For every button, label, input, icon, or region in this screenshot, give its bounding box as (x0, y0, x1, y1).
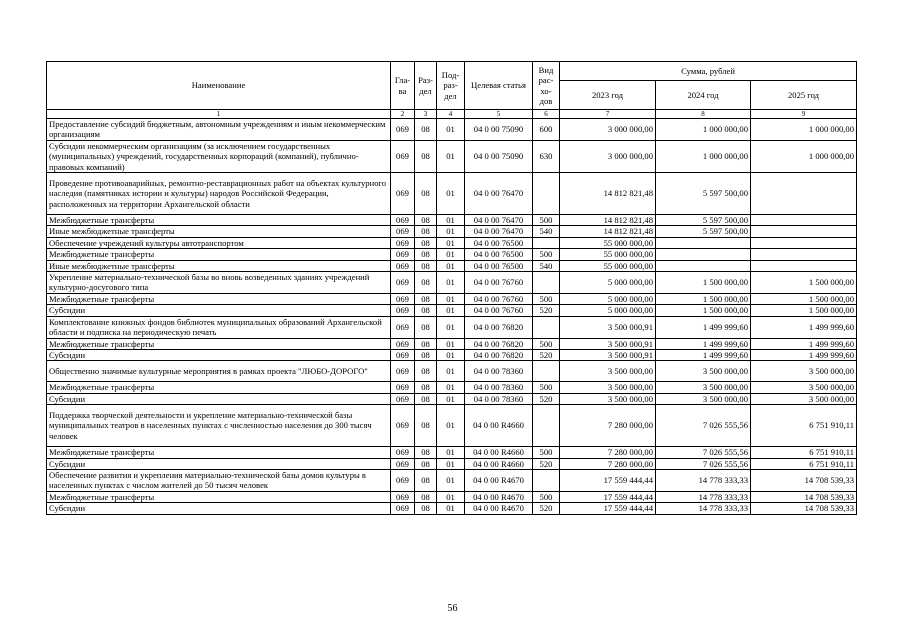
row-sum-2024: 14 778 333,33 (656, 491, 751, 502)
row-sum-2023: 3 500 000,91 (560, 349, 656, 360)
row-razdel: 08 (415, 393, 437, 404)
row-glava: 069 (391, 119, 415, 141)
row-glava: 069 (391, 447, 415, 458)
row-sum-2024: 5 597 500,00 (656, 215, 751, 226)
row-sum-2023: 3 500 000,00 (560, 361, 656, 382)
row-podrazdel: 01 (437, 140, 465, 172)
row-name: Субсидии (47, 349, 391, 360)
row-sum-2023: 5 000 000,00 (560, 293, 656, 304)
row-glava: 069 (391, 305, 415, 316)
row-sum-2023: 17 559 444,44 (560, 469, 656, 491)
table-row (47, 405, 857, 447)
row-name: Иные межбюджетные трансферты (47, 260, 391, 271)
row-target: 04 0 00 76500 (465, 249, 533, 260)
row-sum-2024: 14 778 333,33 (656, 469, 751, 491)
row-vid: 500 (533, 447, 560, 458)
col-number: 4 (437, 110, 465, 119)
row-sum-2024: 1 499 999,60 (656, 338, 751, 349)
row-podrazdel: 01 (437, 293, 465, 304)
row-sum-2025 (751, 237, 857, 248)
row-target: 04 0 00 76760 (465, 272, 533, 294)
column-numbers-row (47, 110, 857, 119)
row-target: 04 0 00 R4660 (465, 405, 533, 447)
row-sum-2025: 14 708 539,33 (751, 491, 857, 502)
row-podrazdel: 01 (437, 338, 465, 349)
row-glava: 069 (391, 382, 415, 393)
row-sum-2024: 1 500 000,00 (656, 272, 751, 294)
row-name: Общественно значимые культурные мероприятия в рамках проекта "ЛЮБО-ДОРОГО" (47, 361, 391, 382)
row-razdel: 08 (415, 272, 437, 294)
row-sum-2023: 5 000 000,00 (560, 305, 656, 316)
row-vid (533, 405, 560, 447)
row-vid (533, 469, 560, 491)
row-name: Межбюджетные трансферты (47, 293, 391, 304)
row-podrazdel: 01 (437, 260, 465, 271)
table-row (47, 349, 857, 360)
row-name: Межбюджетные трансферты (47, 491, 391, 502)
col-number: 9 (751, 110, 857, 119)
row-name: Укрепление материально-технической базы во вновь возведенных зданиях учреждений культурно-досугового типа (47, 272, 391, 294)
row-razdel: 08 (415, 316, 437, 338)
table-row (47, 237, 857, 248)
row-sum-2025 (751, 226, 857, 237)
row-podrazdel: 01 (437, 458, 465, 469)
row-vid: 520 (533, 393, 560, 404)
table-row (47, 382, 857, 393)
row-glava: 069 (391, 393, 415, 404)
row-sum-2025: 1 499 999,60 (751, 349, 857, 360)
row-sum-2024: 1 000 000,00 (656, 119, 751, 141)
row-podrazdel: 01 (437, 349, 465, 360)
row-target: 04 0 00 76500 (465, 237, 533, 248)
row-vid: 500 (533, 382, 560, 393)
row-razdel: 08 (415, 491, 437, 502)
row-name: Комплектование книжных фондов библиотек муниципальных образований Архангельской области и подписка на периодическую печать (47, 316, 391, 338)
row-razdel: 08 (415, 458, 437, 469)
row-razdel: 08 (415, 226, 437, 237)
row-sum-2023: 7 280 000,00 (560, 447, 656, 458)
row-target: 04 0 00 78360 (465, 393, 533, 404)
row-vid (533, 361, 560, 382)
table-row (47, 447, 857, 458)
row-podrazdel: 01 (437, 393, 465, 404)
row-sum-2025 (751, 260, 857, 271)
table-row (47, 458, 857, 469)
row-razdel: 08 (415, 469, 437, 491)
row-sum-2025: 1 000 000,00 (751, 140, 857, 172)
row-sum-2025: 1 500 000,00 (751, 272, 857, 294)
row-sum-2025: 1 500 000,00 (751, 305, 857, 316)
header-name: Наименование (47, 62, 391, 110)
table-row (47, 173, 857, 215)
row-podrazdel: 01 (437, 405, 465, 447)
row-vid: 500 (533, 215, 560, 226)
row-sum-2025: 1 000 000,00 (751, 119, 857, 141)
row-podrazdel: 01 (437, 305, 465, 316)
row-name: Межбюджетные трансферты (47, 447, 391, 458)
row-name: Субсидии некоммерческим организациям (за исключением государственных (муниципальных) учреждений, государственных корпораций (компаний), публично-правовых компаний) (47, 140, 391, 172)
row-sum-2024 (656, 249, 751, 260)
row-vid: 600 (533, 119, 560, 141)
row-podrazdel: 01 (437, 447, 465, 458)
table-row (47, 503, 857, 514)
row-sum-2024: 7 026 555,56 (656, 405, 751, 447)
table-row (47, 361, 857, 382)
row-sum-2025: 3 500 000,00 (751, 382, 857, 393)
row-glava: 069 (391, 249, 415, 260)
header-year-2023: 2023 год (560, 81, 656, 110)
table-row (47, 293, 857, 304)
header-glava: Гла- ва (391, 62, 415, 110)
row-podrazdel: 01 (437, 469, 465, 491)
row-sum-2023: 55 000 000,00 (560, 249, 656, 260)
row-sum-2023: 3 000 000,00 (560, 140, 656, 172)
row-podrazdel: 01 (437, 215, 465, 226)
row-name: Межбюджетные трансферты (47, 338, 391, 349)
row-name: Предоставление субсидий бюджетным, автономным учреждениям и иным некоммерческим организациям (47, 119, 391, 141)
row-sum-2024 (656, 260, 751, 271)
row-sum-2023: 3 500 000,00 (560, 393, 656, 404)
row-vid: 630 (533, 140, 560, 172)
row-podrazdel: 01 (437, 491, 465, 502)
row-sum-2023: 7 280 000,00 (560, 405, 656, 447)
row-sum-2025: 1 499 999,60 (751, 316, 857, 338)
row-target: 04 0 00 75090 (465, 119, 533, 141)
row-podrazdel: 01 (437, 272, 465, 294)
row-sum-2025: 6 751 910,11 (751, 447, 857, 458)
header-vid: Вид рас- хо- дов (533, 62, 560, 110)
row-sum-2024: 3 500 000,00 (656, 393, 751, 404)
row-sum-2024: 7 026 555,56 (656, 458, 751, 469)
row-target: 04 0 00 R4660 (465, 458, 533, 469)
row-sum-2025: 1 500 000,00 (751, 293, 857, 304)
row-razdel: 08 (415, 119, 437, 141)
header-sum: Сумма, рублей (560, 62, 857, 81)
table-row (47, 491, 857, 502)
row-sum-2025 (751, 215, 857, 226)
table-row (47, 469, 857, 491)
row-podrazdel: 01 (437, 382, 465, 393)
row-razdel: 08 (415, 361, 437, 382)
table-row (47, 249, 857, 260)
row-target: 04 0 00 76470 (465, 173, 533, 215)
row-sum-2024: 1 500 000,00 (656, 305, 751, 316)
row-target: 04 0 00 R4670 (465, 491, 533, 502)
row-podrazdel: 01 (437, 503, 465, 514)
table-row (47, 305, 857, 316)
col-number: 7 (560, 110, 656, 119)
row-name: Проведение противоаварийных, ремонтно-реставрационных работ на объектах культурного наследия (памятниках истории и культуры) народов Российской Федерации, расположенных на территории Архангельской области (47, 173, 391, 215)
table-row (47, 226, 857, 237)
table-row (47, 272, 857, 294)
row-vid: 500 (533, 338, 560, 349)
row-sum-2023: 55 000 000,00 (560, 237, 656, 248)
row-razdel: 08 (415, 260, 437, 271)
table-row (47, 338, 857, 349)
row-sum-2025: 1 499 999,60 (751, 338, 857, 349)
budget-table (46, 61, 857, 515)
table-row (47, 215, 857, 226)
row-razdel: 08 (415, 349, 437, 360)
row-sum-2023: 7 280 000,00 (560, 458, 656, 469)
row-podrazdel: 01 (437, 173, 465, 215)
row-target: 04 0 00 76470 (465, 215, 533, 226)
row-glava: 069 (391, 140, 415, 172)
row-vid: 520 (533, 458, 560, 469)
row-sum-2024: 7 026 555,56 (656, 447, 751, 458)
row-razdel: 08 (415, 305, 437, 316)
row-sum-2024: 1 000 000,00 (656, 140, 751, 172)
row-vid (533, 272, 560, 294)
row-podrazdel: 01 (437, 119, 465, 141)
row-sum-2025: 3 500 000,00 (751, 361, 857, 382)
row-glava: 069 (391, 215, 415, 226)
row-sum-2023: 3 500 000,91 (560, 316, 656, 338)
row-sum-2024: 1 500 000,00 (656, 293, 751, 304)
row-name: Межбюджетные трансферты (47, 382, 391, 393)
row-glava: 069 (391, 405, 415, 447)
row-glava: 069 (391, 349, 415, 360)
row-glava: 069 (391, 260, 415, 271)
row-name: Субсидии (47, 393, 391, 404)
row-sum-2025: 6 751 910,11 (751, 405, 857, 447)
row-glava: 069 (391, 469, 415, 491)
col-number: 3 (415, 110, 437, 119)
row-vid (533, 237, 560, 248)
row-sum-2023: 14 812 821,48 (560, 173, 656, 215)
row-name: Межбюджетные трансферты (47, 215, 391, 226)
table-row (47, 260, 857, 271)
row-podrazdel: 01 (437, 249, 465, 260)
row-sum-2024 (656, 237, 751, 248)
header-podrazdel: Под- раз- дел (437, 62, 465, 110)
row-name: Обеспечение учреждений культуры автотранспортом (47, 237, 391, 248)
col-number: 8 (656, 110, 751, 119)
row-name: Поддержка творческой деятельности и укрепление материально-технической базы муниципальных театров в населенных пунктах с численностью населения до 300 тысяч человек (47, 405, 391, 447)
row-sum-2024: 1 499 999,60 (656, 349, 751, 360)
row-sum-2023: 14 812 821,48 (560, 215, 656, 226)
row-vid (533, 173, 560, 215)
row-name: Субсидии (47, 503, 391, 514)
table-row (47, 316, 857, 338)
row-sum-2024: 3 500 000,00 (656, 361, 751, 382)
row-razdel: 08 (415, 237, 437, 248)
row-sum-2023: 3 500 000,00 (560, 382, 656, 393)
row-vid: 540 (533, 226, 560, 237)
row-target: 04 0 00 R4660 (465, 447, 533, 458)
row-razdel: 08 (415, 338, 437, 349)
row-sum-2025: 3 500 000,00 (751, 393, 857, 404)
row-glava: 069 (391, 226, 415, 237)
row-name: Обеспечение развития и укрепления материально-технической базы домов культуры в населенных пунктах с числом жителей до 50 тысяч человек (47, 469, 391, 491)
row-razdel: 08 (415, 405, 437, 447)
row-razdel: 08 (415, 447, 437, 458)
row-podrazdel: 01 (437, 237, 465, 248)
row-vid: 500 (533, 293, 560, 304)
row-glava: 069 (391, 361, 415, 382)
row-target: 04 0 00 R4670 (465, 469, 533, 491)
row-target: 04 0 00 75090 (465, 140, 533, 172)
row-sum-2024: 5 597 500,00 (656, 226, 751, 237)
header-razdel: Раз- дел (415, 62, 437, 110)
row-name: Иные межбюджетные трансферты (47, 226, 391, 237)
row-sum-2023: 3 000 000,00 (560, 119, 656, 141)
row-razdel: 08 (415, 249, 437, 260)
row-vid: 520 (533, 305, 560, 316)
row-vid: 540 (533, 260, 560, 271)
row-razdel: 08 (415, 173, 437, 215)
row-glava: 069 (391, 237, 415, 248)
row-razdel: 08 (415, 503, 437, 514)
table-row (47, 140, 857, 172)
row-sum-2024: 5 597 500,00 (656, 173, 751, 215)
row-sum-2023: 17 559 444,44 (560, 503, 656, 514)
row-glava: 069 (391, 458, 415, 469)
row-podrazdel: 01 (437, 361, 465, 382)
row-sum-2023: 14 812 821,48 (560, 226, 656, 237)
row-glava: 069 (391, 338, 415, 349)
row-razdel: 08 (415, 293, 437, 304)
row-glava: 069 (391, 293, 415, 304)
row-sum-2024: 14 778 333,33 (656, 503, 751, 514)
row-target: 04 0 00 76470 (465, 226, 533, 237)
row-sum-2023: 5 000 000,00 (560, 272, 656, 294)
row-glava: 069 (391, 173, 415, 215)
header-target: Целевая статья (465, 62, 533, 110)
row-glava: 069 (391, 316, 415, 338)
row-glava: 069 (391, 272, 415, 294)
row-glava: 069 (391, 491, 415, 502)
row-sum-2025: 14 708 539,33 (751, 503, 857, 514)
row-target: 04 0 00 78360 (465, 382, 533, 393)
row-razdel: 08 (415, 215, 437, 226)
page-number: 56 (447, 603, 458, 614)
row-sum-2023: 55 000 000,00 (560, 260, 656, 271)
row-target: 04 0 00 76820 (465, 316, 533, 338)
header-year-2025: 2025 год (751, 81, 857, 110)
row-target: 04 0 00 76760 (465, 293, 533, 304)
row-sum-2025: 14 708 539,33 (751, 469, 857, 491)
row-target: 04 0 00 78360 (465, 361, 533, 382)
row-vid: 520 (533, 349, 560, 360)
row-razdel: 08 (415, 382, 437, 393)
row-glava: 069 (391, 503, 415, 514)
row-target: 04 0 00 76820 (465, 338, 533, 349)
row-podrazdel: 01 (437, 226, 465, 237)
row-sum-2024: 1 499 999,60 (656, 316, 751, 338)
row-target: 04 0 00 76820 (465, 349, 533, 360)
row-sum-2025 (751, 173, 857, 215)
row-name: Субсидии (47, 305, 391, 316)
row-sum-2025: 6 751 910,11 (751, 458, 857, 469)
row-target: 04 0 00 R4670 (465, 503, 533, 514)
row-target: 04 0 00 76760 (465, 305, 533, 316)
table-row (47, 393, 857, 404)
col-number: 5 (465, 110, 533, 119)
row-vid (533, 316, 560, 338)
row-vid: 500 (533, 491, 560, 502)
row-target: 04 0 00 76500 (465, 260, 533, 271)
row-name: Межбюджетные трансферты (47, 249, 391, 260)
row-name: Субсидии (47, 458, 391, 469)
row-podrazdel: 01 (437, 316, 465, 338)
col-number: 2 (391, 110, 415, 119)
row-razdel: 08 (415, 140, 437, 172)
row-sum-2023: 3 500 000,91 (560, 338, 656, 349)
row-vid: 500 (533, 249, 560, 260)
table-row (47, 119, 857, 141)
header-year-2024: 2024 год (656, 81, 751, 110)
row-sum-2025 (751, 249, 857, 260)
row-vid: 520 (533, 503, 560, 514)
row-sum-2023: 17 559 444,44 (560, 491, 656, 502)
row-sum-2024: 3 500 000,00 (656, 382, 751, 393)
col-number: 6 (533, 110, 560, 119)
col-number: 1 (47, 110, 391, 119)
